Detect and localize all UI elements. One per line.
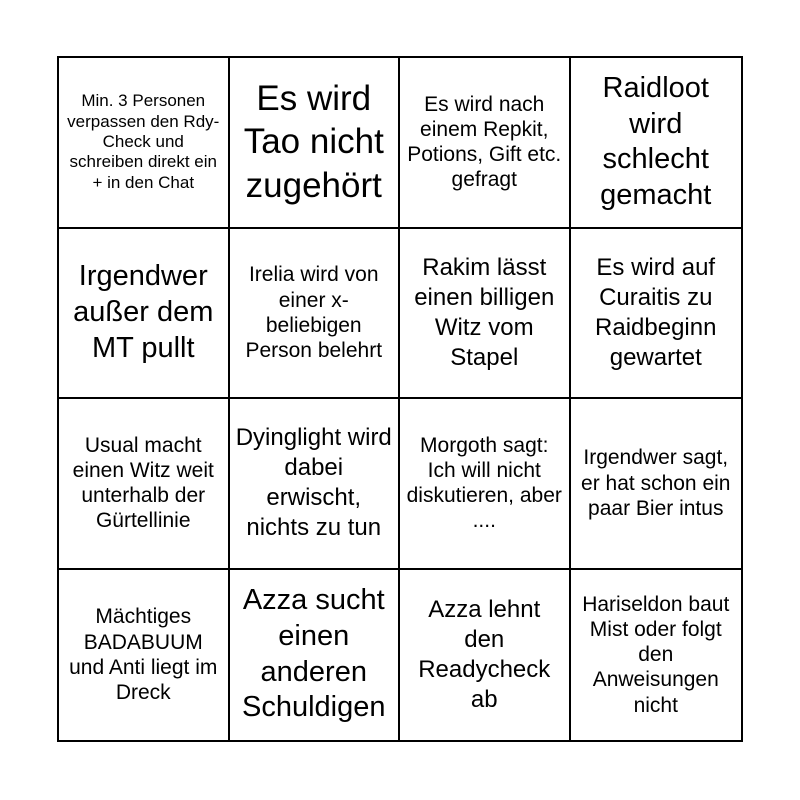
bingo-cell[interactable]: Raidloot wird schlecht gemacht <box>571 58 742 229</box>
bingo-cell[interactable]: Irgendwer außer dem MT pullt <box>59 229 230 400</box>
bingo-cell[interactable]: Azza lehnt den Readycheck ab <box>400 570 571 741</box>
bingo-cell[interactable]: Es wird nach einem Repkit, Potions, Gift etc. gefragt <box>400 58 571 229</box>
bingo-cell[interactable]: Es wird Tao nicht zugehört <box>230 58 401 229</box>
bingo-board <box>57 56 743 742</box>
bingo-cell[interactable]: Irelia wird von einer x-beliebigen Person belehrt <box>230 229 401 400</box>
bingo-cell[interactable]: Rakim lässt einen billigen Witz vom Stapel <box>400 229 571 400</box>
bingo-cell[interactable]: Irgendwer sagt, er hat schon ein paar Bier intus <box>571 399 742 570</box>
bingo-cell[interactable]: Morgoth sagt: Ich will nicht diskutieren, aber .... <box>400 399 571 570</box>
bingo-cell[interactable]: Usual macht einen Witz weit unterhalb der Gürtellinie <box>59 399 230 570</box>
bingo-cell[interactable]: Mächtiges BADABUUM und Anti liegt im Dreck <box>59 570 230 741</box>
bingo-cell[interactable]: Es wird auf Curaitis zu Raidbeginn gewartet <box>571 229 742 400</box>
bingo-cell[interactable]: Hariseldon baut Mist oder folgt den Anweisungen nicht <box>582 592 730 717</box>
bingo-cell[interactable]: Min. 3 Personen verpassen den Rdy-Check und schreiben direkt ein + in den Chat <box>59 58 230 229</box>
bingo-cell[interactable]: Azza sucht einen anderen Schuldigen <box>230 570 401 741</box>
bingo-cell[interactable]: Dyinglight wird dabei erwischt, nichts zu tun <box>230 399 401 570</box>
